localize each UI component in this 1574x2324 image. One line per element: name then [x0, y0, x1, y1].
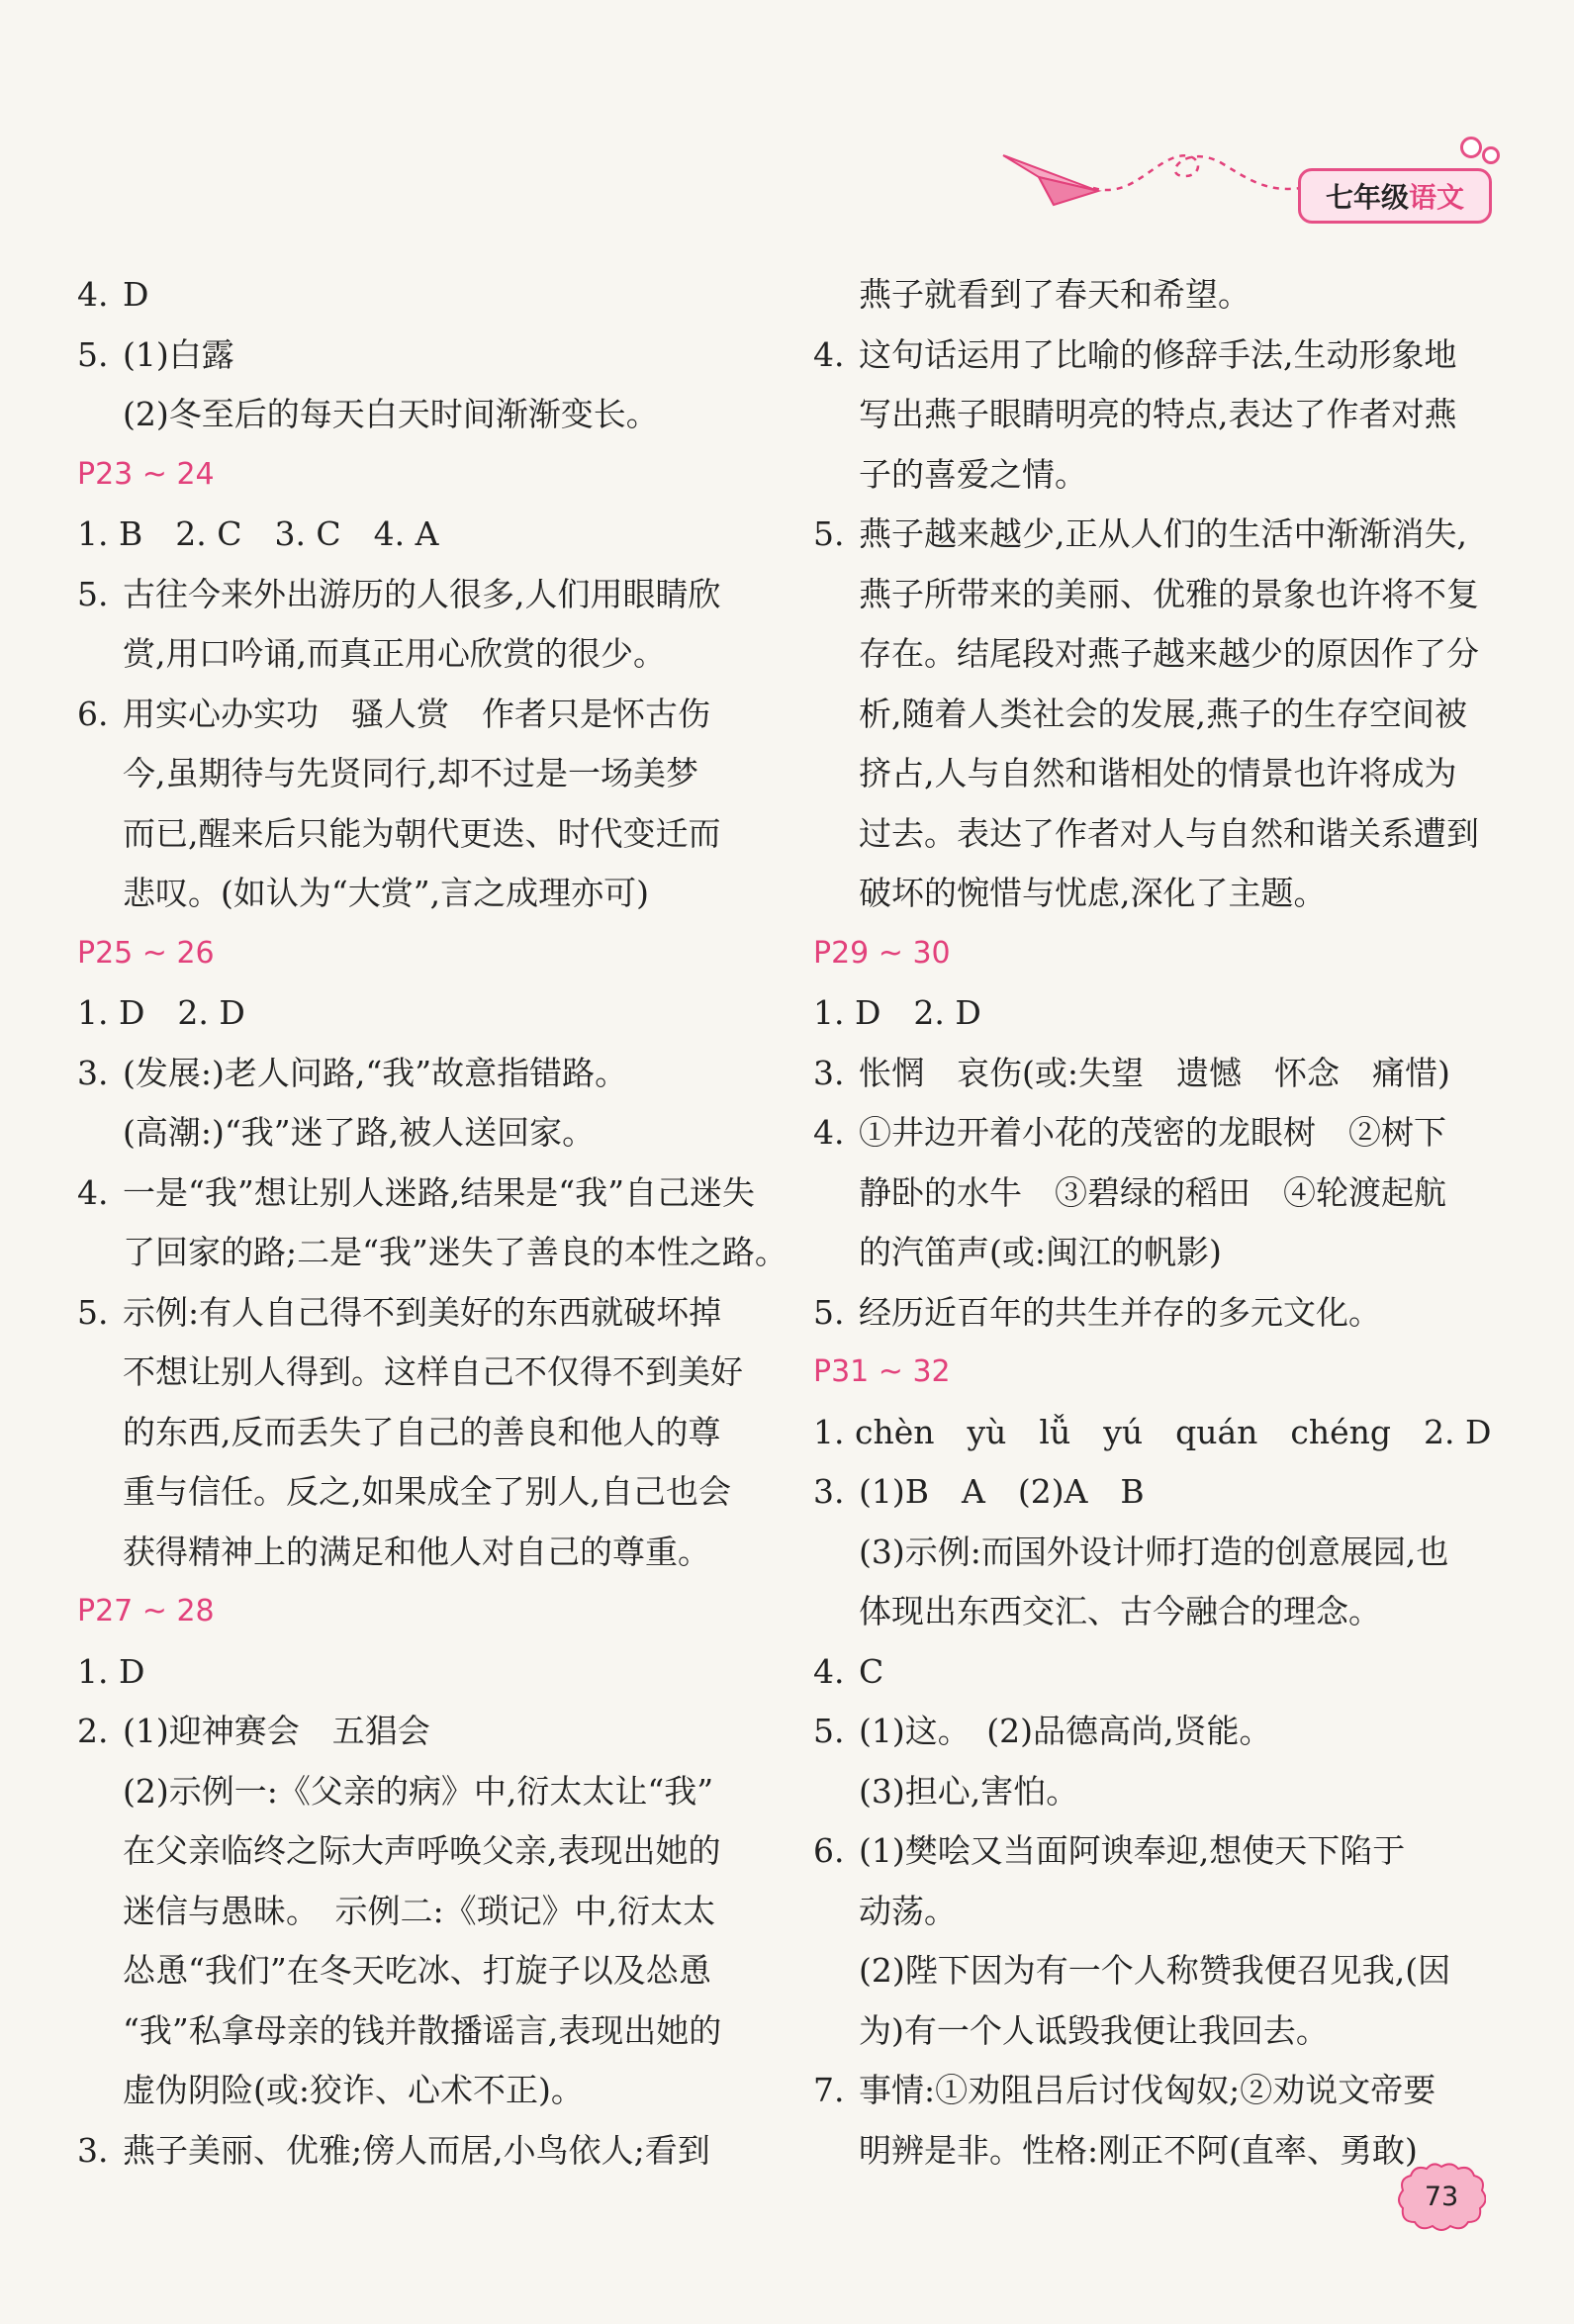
item-number: 5. [813, 1712, 845, 1750]
answer-item [813, 1821, 1506, 1882]
answer-continuation: 虚伪阴险(或:狡诈、心术不正)。 [123, 2071, 584, 2109]
answer-continuation: 存在。结尾段对燕子越来越少的原因作了分 [859, 634, 1479, 673]
section-heading: P27 ~ 28 [77, 1594, 215, 1628]
answer-continuation: 的东西,反而丢失了自己的善良和他人的尊 [123, 1412, 721, 1451]
answer-continuation: 在父亲临终之际大声呼唤父亲,表现出她的 [123, 1831, 721, 1870]
left-column [77, 265, 787, 2181]
answer-continuation: 获得精神上的满足和他人对自己的尊重。 [123, 1532, 710, 1571]
item-text: D [123, 275, 149, 314]
answer-item [813, 1103, 1506, 1163]
answer-continuation: (3)担心,害怕。 [859, 1771, 1079, 1811]
item-text: (发展:)老人问路,“我”故意指错路。 [123, 1053, 628, 1092]
answer-continuation: 挤占,人与自然和谐相处的情景也许将成为 [859, 754, 1457, 792]
answer-item [813, 505, 1506, 565]
answer-continuation: 破坏的惋惜与忧虑,深化了主题。 [859, 874, 1327, 912]
answer-item [813, 1642, 1506, 1703]
answer-continuation: 燕子所带来的美丽、优雅的景象也许将不复 [859, 574, 1479, 613]
answer-continuation: 不想让别人得到。这样自己不仅得不到美好 [123, 1352, 743, 1391]
answer-item [77, 2121, 760, 2182]
item-number: 5. [77, 574, 109, 613]
answer-continuation: “我”私拿母亲的钱并散播谣言,表现出她的 [123, 2010, 722, 2050]
item-number: 3. [813, 1053, 845, 1092]
subject-label: 语文 [1409, 181, 1465, 214]
answer-continuation: 悲叹。(如认为“大赏”,言之成理亦可) [123, 874, 649, 912]
answer-item [813, 1283, 1506, 1344]
answer-line: 1. chèn yù lǚ yú quán chéng 2. D [813, 1412, 1492, 1451]
section-heading: P31 ~ 32 [813, 1354, 951, 1389]
answer-item [813, 1044, 1506, 1104]
bubble-decoration [1460, 137, 1482, 158]
answer-item [77, 565, 760, 625]
answer-continuation: 体现出东西交汇、古今融合的理念。 [859, 1592, 1381, 1630]
item-number: 4. [813, 1651, 845, 1691]
answer-item [813, 2061, 1506, 2121]
item-text: C [859, 1651, 884, 1691]
answer-continuation: 析,随着人类社会的发展,燕子的生存空间被 [859, 694, 1467, 733]
answer-continuation: 重与信任。反之,如果成全了别人,自己也会 [123, 1472, 731, 1511]
grade-subject-badge [1298, 168, 1492, 224]
answer-continuation: 赏,用口吟诵,而真正用心欣赏的很少。 [123, 634, 666, 673]
item-number: 5. [813, 1292, 845, 1332]
item-number: 4. [813, 334, 845, 374]
answer-continuation: (2)冬至后的每天白天时间渐渐变长。 [123, 395, 659, 433]
item-text: (1)这。 (2)品德高尚,贤能。 [859, 1712, 1272, 1750]
item-text: 一是“我”想让别人迷路,结果是“我”自己迷失 [123, 1172, 755, 1212]
answer-item [77, 265, 760, 325]
item-text: ①井边开着小花的茂密的龙眼树 ②树下 [859, 1113, 1446, 1152]
item-number: 5. [77, 1292, 109, 1332]
answer-item [77, 1163, 760, 1224]
answer-continuation: 动荡。 [859, 1891, 957, 1930]
item-number: 6. [813, 1831, 845, 1870]
item-number: 4. [813, 1113, 845, 1152]
item-text: 燕子越来越少,正从人们的生活中渐渐消失, [859, 514, 1467, 553]
answer-item [77, 1283, 760, 1344]
item-number: 3. [813, 1472, 845, 1511]
item-number: 5. [77, 334, 109, 374]
answer-continuation: 过去。表达了作者对人与自然和谐关系遭到 [859, 813, 1479, 853]
answer-line: 1. D 2. D [813, 993, 981, 1032]
answer-continuation: 今,虽期待与先贤同行,却不过是一场美梦 [123, 754, 698, 792]
answer-continuation: 明辨是非。性格:刚正不阿(直率、勇敢) [859, 2130, 1418, 2170]
section-heading: P29 ~ 30 [813, 935, 951, 971]
item-text: 用实心办实功 骚人赏 作者只是怀古伤 [123, 694, 710, 733]
answer-continuation: 静卧的水牛 ③碧绿的稻田 ④轮渡起航 [859, 1172, 1446, 1212]
answer-continuation: 而已,醒来后只能为朝代更迭、时代变迁而 [123, 813, 721, 853]
answer-item [77, 325, 760, 386]
answer-line: 1. D [77, 1651, 145, 1691]
right-column [813, 265, 1506, 2181]
answer-continuation: 写出燕子眼睛明亮的特点,表达了作者对燕 [859, 395, 1457, 433]
answer-continuation: (2)示例一:《父亲的病》中,衍太太让“我” [123, 1771, 714, 1811]
answer-continuation: 怂恿“我们”在冬天吃冰、打旋子以及怂恿 [123, 1951, 711, 1990]
item-number: 6. [77, 694, 109, 733]
answer-continuation: 为)有一个人诋毁我便让我回去。 [859, 2010, 1329, 2050]
item-text: (1)B A (2)A B [859, 1472, 1145, 1511]
answer-continuation: 迷信与愚昧。 示例二:《琐记》中,衍太太 [123, 1891, 716, 1930]
item-number: 4. [77, 275, 109, 314]
answer-item [77, 1044, 760, 1104]
item-text: 燕子美丽、优雅;傍人而居,小鸟依人;看到 [123, 2130, 710, 2170]
page-number-badge [1397, 2161, 1486, 2232]
answer-item [77, 685, 760, 745]
item-number: 3. [77, 1053, 109, 1092]
item-number: 2. [77, 1712, 109, 1750]
item-text: 示例:有人自己得不到美好的东西就破坏掉 [123, 1292, 722, 1332]
answer-item [77, 1702, 760, 1762]
answer-continuation: 燕子就看到了春天和希望。 [859, 275, 1250, 314]
section-heading: P23 ~ 24 [77, 456, 215, 492]
answer-item [813, 1462, 1506, 1523]
answer-continuation: (3)示例:而国外设计师打造的创意展园,也 [859, 1532, 1449, 1571]
item-text: 经历近百年的共生并存的多元文化。 [859, 1292, 1381, 1332]
paper-plane-icon [999, 143, 1108, 213]
section-heading: P25 ~ 26 [77, 935, 215, 971]
item-number: 5. [813, 514, 845, 553]
answer-continuation: 了回家的路;二是“我”迷失了善良的本性之路。 [123, 1233, 787, 1271]
answer-line: 1. B 2. C 3. C 4. A [77, 514, 439, 553]
answer-item [813, 1702, 1506, 1762]
item-text: 怅惘 哀伤(或:失望 遗憾 怀念 痛惜) [859, 1053, 1450, 1092]
answer-continuation: 的汽笛声(或:闽江的帆影) [859, 1233, 1222, 1271]
item-text: (1)迎神赛会 五猖会 [123, 1712, 430, 1750]
answer-continuation: (2)陛下因为有一个人称赞我便召见我,(因 [859, 1951, 1451, 1990]
item-text: 古往今来外出游历的人很多,人们用眼睛欣 [123, 574, 721, 613]
answer-item [813, 325, 1506, 386]
item-number: 4. [77, 1172, 109, 1212]
answer-continuation: 子的喜爱之情。 [859, 454, 1087, 494]
page-header [999, 139, 1514, 237]
item-text: 事情:①劝阻吕后讨伐匈奴;②劝说文帝要 [859, 2071, 1436, 2109]
item-number: 3. [77, 2130, 109, 2170]
item-text: (1)白露 [123, 334, 234, 374]
page-number: 73 [1424, 2181, 1459, 2212]
answer-continuation: (高潮:)“我”迷了路,被人送回家。 [123, 1113, 596, 1152]
item-text: (1)樊哙又当面阿谀奉迎,想使天下陷于 [859, 1831, 1406, 1870]
grade-label: 七年级 [1325, 181, 1409, 214]
item-number: 7. [813, 2071, 845, 2109]
bubble-decoration [1482, 146, 1500, 164]
item-text: 这句话运用了比喻的修辞手法,生动形象地 [859, 334, 1457, 374]
answer-line: 1. D 2. D [77, 993, 245, 1032]
